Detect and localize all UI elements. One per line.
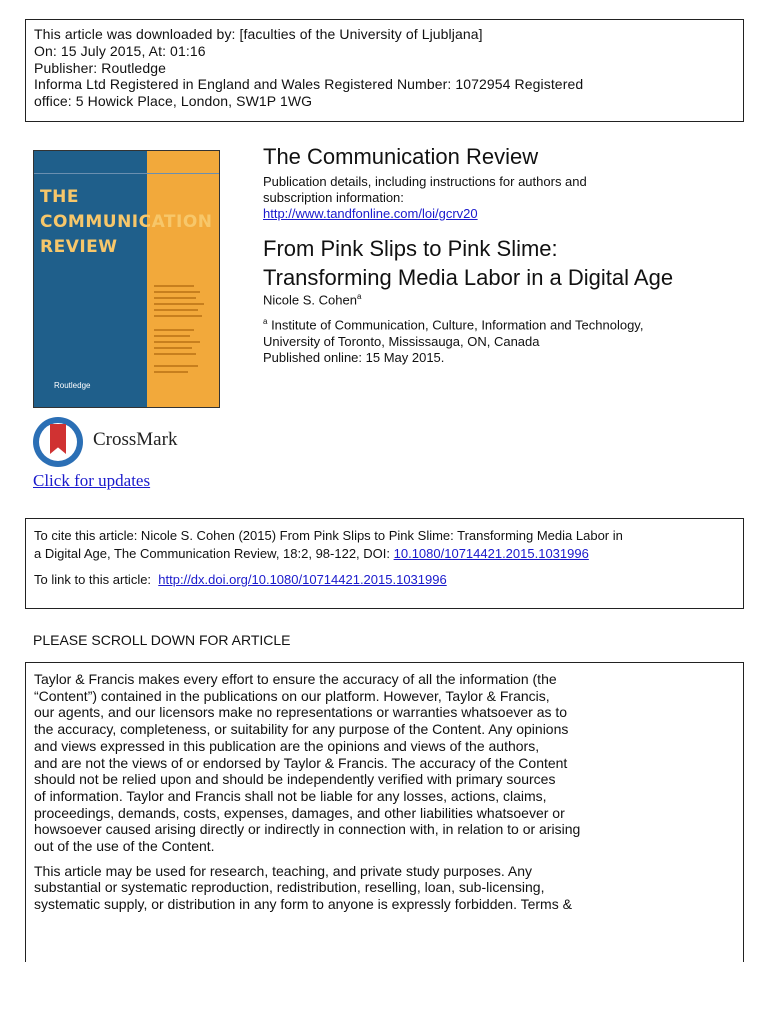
disclaimer-line: proceedings, demands, costs, expenses, damages, and other liabilities whatsoever or xyxy=(34,804,565,821)
disclaimer-line: “Content”) contained in the publications on our platform. However, Taylor & Francis, xyxy=(34,687,550,704)
publication-details-line: Publication details, including instructions for authors and xyxy=(263,174,587,189)
journal-cover-image[interactable] xyxy=(33,150,220,408)
download-notice-line: Informa Ltd Registered in England and Wales Registered Number: 1072954 Registered xyxy=(34,76,584,93)
affiliation-line: Institute of Communication, Culture, Information and Technology, xyxy=(267,317,644,333)
click-for-updates-link[interactable]: Click for updates xyxy=(33,471,151,490)
disclaimer-line: the accuracy, completeness, or suitability for any purpose of the Content. Any opinions xyxy=(34,721,569,738)
article-url-link[interactable]: http://dx.doi.org/10.1080/10714421.2015.1031996 xyxy=(158,572,447,587)
cover-title-line: COMMUNICATION xyxy=(40,212,213,232)
disclaimer-line: Taylor & Francis makes every effort to ensure the accuracy of all the information (the xyxy=(34,671,557,687)
disclaimer-line: and are not the views of or endorsed by Taylor & Francis. The accuracy of the Content xyxy=(34,754,568,771)
author-affil-marker: a xyxy=(356,292,362,301)
disclaimer-line: howsoever caused arising directly or indirectly in connection with, in relation to or arising xyxy=(34,821,581,838)
citation-line: a Digital Age, The Communication Review, 18:2, 98-122, DOI: xyxy=(34,546,394,561)
cover-title-line: THE xyxy=(40,187,79,207)
disclaimer-paragraph xyxy=(34,671,743,855)
published-date: Published online: 15 May 2015. xyxy=(263,350,445,366)
disclaimer-paragraph xyxy=(34,863,743,913)
crossmark-label: CrossMark xyxy=(93,429,178,450)
journal-url-link[interactable]: http://www.tandfonline.com/loi/gcrv20 xyxy=(263,206,478,221)
disclaimer-box xyxy=(25,662,744,962)
disclaimer-line: should not be relied upon and should be independently verified with primary sources xyxy=(34,771,556,788)
cover-orange-panel xyxy=(147,151,220,408)
disclaimer-line: This article may be used for research, teaching, and private study purposes. Any xyxy=(34,862,533,879)
disclaimer-line: our agents, and our licensors make no representations or warranties whatsoever as to xyxy=(34,704,568,721)
citation-box xyxy=(25,518,744,609)
disclaimer-line: and views expressed in this publication are the opinions and views of the authors, xyxy=(34,737,540,754)
article-title-line: Transforming Media Labor in a Digital Age xyxy=(263,265,674,290)
disclaimer-line: substantial or systematic reproduction, redistribution, reselling, loan, sub-licensing, xyxy=(34,879,545,896)
doi-link[interactable]: 10.1080/10714421.2015.1031996 xyxy=(393,546,589,561)
article-title xyxy=(263,234,673,292)
link-label: To link to this article: xyxy=(34,572,159,587)
scroll-notice: PLEASE SCROLL DOWN FOR ARTICLE xyxy=(33,632,291,648)
affiliation-line: University of Toronto, Mississauga, ON, Canada xyxy=(263,333,540,349)
download-notice-line: This article was downloaded by: [faculties of the University of Ljubljana] xyxy=(34,26,483,42)
publication-details xyxy=(263,174,587,222)
disclaimer-line: systematic supply, or distribution in any form to anyone is expressly forbidden. Terms & xyxy=(34,896,572,913)
author-name xyxy=(263,292,361,307)
cover-top-strip xyxy=(34,151,220,174)
article-title-line: From Pink Slips to Pink Slime: xyxy=(263,236,558,261)
affiliation xyxy=(263,314,643,367)
disclaimer-line: of information. Taylor and Francis shall not be liable for any losses, actions, claims, xyxy=(34,787,547,804)
publication-details-line: subscription information: xyxy=(263,190,404,205)
download-notice-line: Publisher: Routledge xyxy=(34,59,166,76)
affil-marker: a xyxy=(263,317,268,326)
citation-line: To cite this article: Nicole S. Cohen (2015) From Pink Slips to Pink Slime: Transforming Media Labor in xyxy=(34,528,623,543)
cover-publisher-logo: Routledge xyxy=(54,381,91,390)
download-notice-box xyxy=(25,19,744,122)
crossmark-icon xyxy=(33,417,83,467)
author-name-text: Nicole S. Cohen xyxy=(263,292,357,308)
download-notice-line: office: 5 Howick Place, London, SW1P 1WG xyxy=(34,93,313,110)
journal-title: The Communication Review xyxy=(263,144,539,169)
disclaimer-line: out of the use of the Content. xyxy=(34,838,215,855)
download-notice-line: On: 15 July 2015, At: 01:16 xyxy=(34,42,206,59)
crossmark-badge[interactable] xyxy=(33,417,193,463)
cover-title-line: REVIEW xyxy=(40,237,118,257)
